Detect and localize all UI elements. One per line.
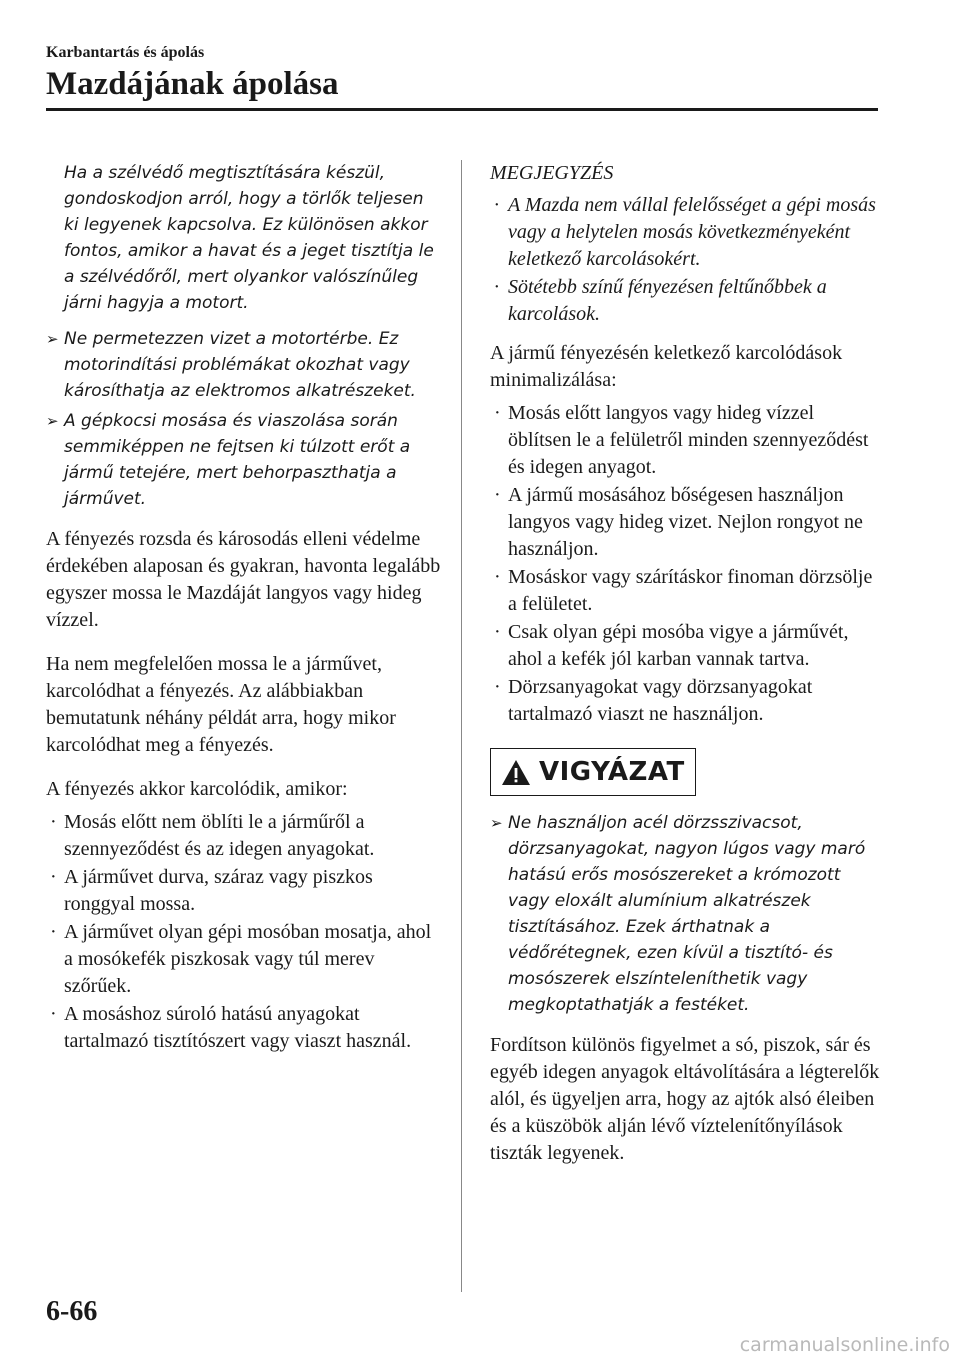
bullet-dot-icon: ·	[50, 866, 57, 888]
list-item: · A járművet durva, száraz vagy piszkos ronggyal mossa.	[50, 866, 373, 915]
bullet-dot-icon: ·	[494, 194, 499, 216]
list-item: · Mosás előtt nem öblíti le a járműről a szennyeződést és az idegen anyagokat.	[50, 811, 375, 860]
page-number: 6-66	[46, 1296, 98, 1327]
paragraph-minimize: A jármű fényezésén keletkező karcolódások minimalizálása:	[490, 342, 843, 391]
column-divider	[461, 160, 462, 1292]
list-item: · Dörzsanyagokat vagy dörzsanyagokat tartalmazó viaszt ne használjon.	[494, 676, 813, 725]
paragraph-protection: A fényezés rozsda és károsodás elleni védelme érdekében alaposan és gyakran, havonta legalább egyszer mossa le Mazdáját langyos vagy hideg vízzel.	[46, 528, 441, 631]
page-title: Mazdájának ápolása	[46, 66, 339, 102]
bullet-dot-icon: ·	[494, 484, 501, 506]
bullet-dot-icon: ·	[494, 402, 501, 424]
bullet-dot-icon: ·	[494, 566, 501, 588]
caution-item	[490, 810, 882, 1018]
list-item: · Mosáskor vagy szárításkor finoman dörzsölje a felületet.	[494, 566, 873, 615]
note-list	[490, 192, 882, 328]
bullet-dot-icon: ·	[494, 276, 499, 298]
list-item: · Mosás előtt langyos vagy hideg vízzel öblítsen le a felületről minden szennyeződést és idegen anyagot.	[494, 402, 869, 478]
section-label: Karbantartás és ápolás	[46, 44, 205, 61]
caution-box	[490, 748, 696, 796]
list-item: · A mosáshoz súroló hatású anyagokat tartalmazó tisztítószert vagy viaszt használ.	[50, 1003, 412, 1052]
paragraph-scratch-intro: Ha nem megfelelően mossa le a járművet, karcolódhat a fényezés. Az alábbiakban bemutatunk néhány példát arra, hogy mikor karcolódhat meg a fényezés.	[46, 653, 396, 756]
bullet-dot-icon: ·	[50, 921, 57, 943]
right-column	[490, 160, 882, 1184]
list-item: · A járművet olyan gépi mosóban mosatja, ahol a mosókefék piszkosak vagy túl merev szőrűek.	[50, 921, 432, 997]
list-item: · A Mazda nem vállal felelősséget a gépi mosás vagy a helytelen mosás következményeként keletkező karcolásokért.	[494, 194, 876, 270]
warning-triangle-icon	[501, 759, 531, 786]
warning-continuation: Ha a szélvédő megtisztítására készül, gondoskodjon arról, hogy a törlők teljesen ki legyenek kapcsolva. Ez különösen akkor fontos, amikor a havat és a jeget tisztítja le a szélvédőről, mert olyankor valószínűleg járni hagyja a motort.	[64, 163, 434, 313]
note-title: MEGJEGYZÉS	[490, 162, 614, 184]
warning-item	[46, 326, 441, 404]
scratch-causes-list	[46, 809, 441, 1055]
arrow-bullet-icon: ➢	[46, 330, 59, 348]
bullet-dot-icon: ·	[50, 811, 57, 833]
list-item: · Sötétebb színű fényezésen feltűnőbbek a karcolások.	[494, 276, 827, 325]
caution-label: VIGYÁZAT	[539, 757, 685, 787]
arrow-bullet-icon: ➢	[490, 814, 503, 832]
watermark: carmanualsonline.info	[739, 1334, 950, 1356]
list-item: · A jármű mosásához bőségesen használjon langyos vagy hideg vizet. Nejlon rongyot ne használjon.	[494, 484, 863, 560]
title-rule	[46, 108, 878, 111]
bullet-dot-icon: ·	[494, 676, 501, 698]
warning-item-text: Ne permetezzen vizet a motortérbe. Ez motorindítási problémákat okozhat vagy károsíthatja az elektromos alkatrészeket.	[64, 329, 416, 401]
warning-item	[46, 408, 441, 512]
bullet-dot-icon: ·	[50, 1003, 57, 1025]
list-item: · Csak olyan gépi mosóba vigye a járművét, ahol a kefék jól karban vannak tartva.	[494, 621, 849, 670]
paragraph-scratch-when: A fényezés akkor karcolódik, amikor:	[46, 778, 348, 800]
left-column	[46, 160, 441, 1067]
warning-item-text: A gépkocsi mosása és viaszolása során semmiképpen ne fejtsen ki túlzott erőt a jármű tetejére, mert behorpaszthatja a járművet.	[64, 411, 411, 509]
arrow-bullet-icon: ➢	[46, 412, 59, 430]
minimize-list	[490, 400, 882, 728]
paragraph-attention: Fordítson különös figyelmet a só, piszok, sár és egyéb idegen anyagok eltávolítására a légterelők alól, és ügyeljen arra, hogy az ajtók alsó éleiben és a küszöbök alján lévő víztelenítőnyílások tiszták legyenek.	[490, 1034, 880, 1164]
caution-item-text: Ne használjon acél dörzsszivacsot, dörzsanyagokat, nagyon lúgos vagy maró hatású erős mosószereket a krómozott vagy eloxált alumínium alkatrészek tisztításához. Ezek árthatnak a védőrétegnek, ezen kívül a tisztító- és mosószerek elszínteleníthetik vagy megkoptathatják a festéket.	[508, 813, 866, 1015]
bullet-dot-icon: ·	[494, 621, 501, 643]
